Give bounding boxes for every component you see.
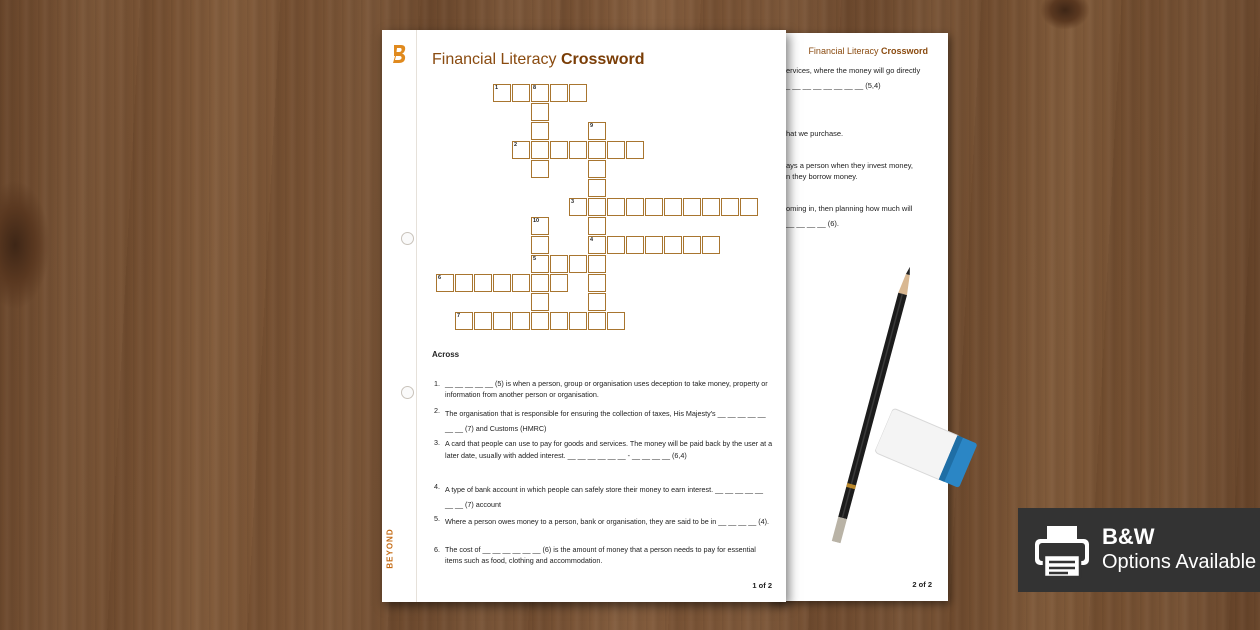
- crossword-cell[interactable]: [626, 141, 644, 159]
- crossword-cell[interactable]: [569, 255, 587, 273]
- crossword-clue-number: 9: [590, 123, 594, 129]
- crossword-cell[interactable]: [588, 179, 606, 197]
- crossword-cell[interactable]: [588, 274, 606, 292]
- crossword-cell[interactable]: [531, 103, 549, 121]
- crossword-cell[interactable]: [607, 198, 625, 216]
- crossword-clue-number: 1: [495, 85, 499, 91]
- crossword-cell[interactable]: [474, 312, 492, 330]
- crossword-cell[interactable]: [493, 274, 511, 292]
- page2-clue-line: _ __ __ __ __ __ __ __ (5,4): [786, 81, 881, 90]
- page2-clue-line: ervices, where the money will go directly: [786, 66, 921, 75]
- crossword-cell[interactable]: [607, 236, 625, 254]
- page2-clue-line: hat we purchase.: [786, 129, 844, 138]
- crossword-cell[interactable]: [664, 198, 682, 216]
- crossword-cell[interactable]: [607, 141, 625, 159]
- beyond-logo-icon: [392, 44, 408, 64]
- crossword-cell[interactable]: [512, 274, 530, 292]
- margin-line: [416, 30, 417, 602]
- clue-4: 4. A type of bank account in which people can safely store their money to earn interest. __ __ __ __ __ __ __ (7) account: [434, 482, 764, 509]
- bw-options-badge: [1018, 508, 1260, 592]
- page2-clue-line: ays a person when they invest money,: [786, 161, 914, 170]
- punch-hole: [401, 232, 414, 245]
- crossword-cell[interactable]: [683, 236, 701, 254]
- crossword-cell[interactable]: [550, 84, 568, 102]
- crossword-cell[interactable]: [569, 141, 587, 159]
- printer-icon: [1032, 522, 1092, 580]
- crossword-cell[interactable]: [550, 141, 568, 159]
- crossword-clue-number: 3: [571, 199, 575, 205]
- crossword-cell[interactable]: [588, 255, 606, 273]
- crossword-cell[interactable]: [702, 198, 720, 216]
- crossword-cell[interactable]: [588, 217, 606, 235]
- crossword-cell[interactable]: [740, 198, 758, 216]
- beyond-brand-vertical: BEYOND: [385, 528, 395, 569]
- crossword-cell[interactable]: [588, 312, 606, 330]
- crossword-cell[interactable]: [550, 274, 568, 292]
- page2-title: Financial Literacy Crossword: [808, 46, 928, 56]
- punch-hole: [401, 386, 414, 399]
- crossword-cell[interactable]: [531, 274, 549, 292]
- page2-clue-line: oming in, then planning how much will: [786, 204, 913, 213]
- crossword-cell[interactable]: [702, 236, 720, 254]
- crossword-cell[interactable]: [588, 198, 606, 216]
- crossword-clue-number: 4: [590, 237, 594, 243]
- crossword-cell[interactable]: [626, 236, 644, 254]
- crossword-cell[interactable]: [531, 160, 549, 178]
- crossword-cell[interactable]: [531, 312, 549, 330]
- crossword-cell[interactable]: [550, 255, 568, 273]
- page2-clue-line: __ __ __ __ (6).: [786, 219, 839, 228]
- worksheet-page-2: [770, 33, 948, 601]
- crossword-cell[interactable]: [588, 160, 606, 178]
- crossword-clue-number: 5: [533, 256, 537, 262]
- crossword-cell[interactable]: [645, 198, 663, 216]
- clue-5: 5. Where a person owes money to a person, bank or organisation, they are said to be in __ __ __ __ (4).: [434, 514, 770, 526]
- crossword-cell[interactable]: [588, 141, 606, 159]
- crossword-cell[interactable]: [531, 141, 549, 159]
- crossword-cell[interactable]: [550, 312, 568, 330]
- crossword-cell[interactable]: [512, 84, 530, 102]
- crossword-clue-number: 7: [457, 313, 461, 319]
- worksheet-page-1: [382, 30, 786, 602]
- crossword-cell[interactable]: [455, 274, 473, 292]
- page1-page-number: 1 of 2: [752, 581, 772, 590]
- crossword-cell[interactable]: [512, 312, 530, 330]
- crossword-cell[interactable]: [645, 236, 663, 254]
- crossword-cell[interactable]: [531, 293, 549, 311]
- page2-page-number: 2 of 2: [912, 580, 932, 589]
- across-heading: Across: [432, 350, 460, 359]
- crossword-clue-number: 10: [533, 218, 540, 224]
- clue-1: 1. __ __ __ __ __ (5) is when a person, group or organisation uses deception to take money, property or information from another person or organisation.: [434, 379, 768, 399]
- clue-6: 6. The cost of __ __ __ __ __ __ (6) is the amount of money that a person needs to pay for essential items such as food, clothing and accommodation.: [434, 545, 756, 565]
- wood-knot: [0, 180, 50, 310]
- crossword-cell[interactable]: [607, 312, 625, 330]
- crossword-clue-number: 6: [438, 275, 442, 281]
- crossword-cell[interactable]: [474, 274, 492, 292]
- crossword-cell[interactable]: [721, 198, 739, 216]
- worksheet-title: Financial Literacy Crossword: [432, 51, 645, 68]
- crossword-cell[interactable]: [664, 236, 682, 254]
- page2-clue-line: n they borrow money.: [786, 172, 858, 181]
- clue-2: 2. The organisation that is responsible for ensuring the collection of taxes, His Majesty's __ __ __ __ __ __ __ (7) and Customs (HMRC): [434, 406, 766, 433]
- crossword-cell[interactable]: [588, 293, 606, 311]
- wood-knot: [1040, 0, 1090, 30]
- crossword-clue-number: 2: [514, 142, 518, 148]
- crossword-cell[interactable]: [626, 198, 644, 216]
- badge-subtitle: Options Available: [1102, 551, 1257, 573]
- crossword-clue-number: 8: [533, 85, 537, 91]
- crossword-cell[interactable]: [569, 84, 587, 102]
- crossword-cell[interactable]: [531, 236, 549, 254]
- clue-3: 3. A card that people can use to pay for goods and services. The money will be paid back by the user at a later date, usually with added interest. __ __ __ __ __ __ - __ __ __ __ (6,4): [434, 438, 773, 460]
- crossword-cell[interactable]: [683, 198, 701, 216]
- badge-title: B&W: [1102, 524, 1155, 549]
- crossword-cell[interactable]: [531, 122, 549, 140]
- crossword-cell[interactable]: [493, 312, 511, 330]
- crossword-cell[interactable]: [569, 312, 587, 330]
